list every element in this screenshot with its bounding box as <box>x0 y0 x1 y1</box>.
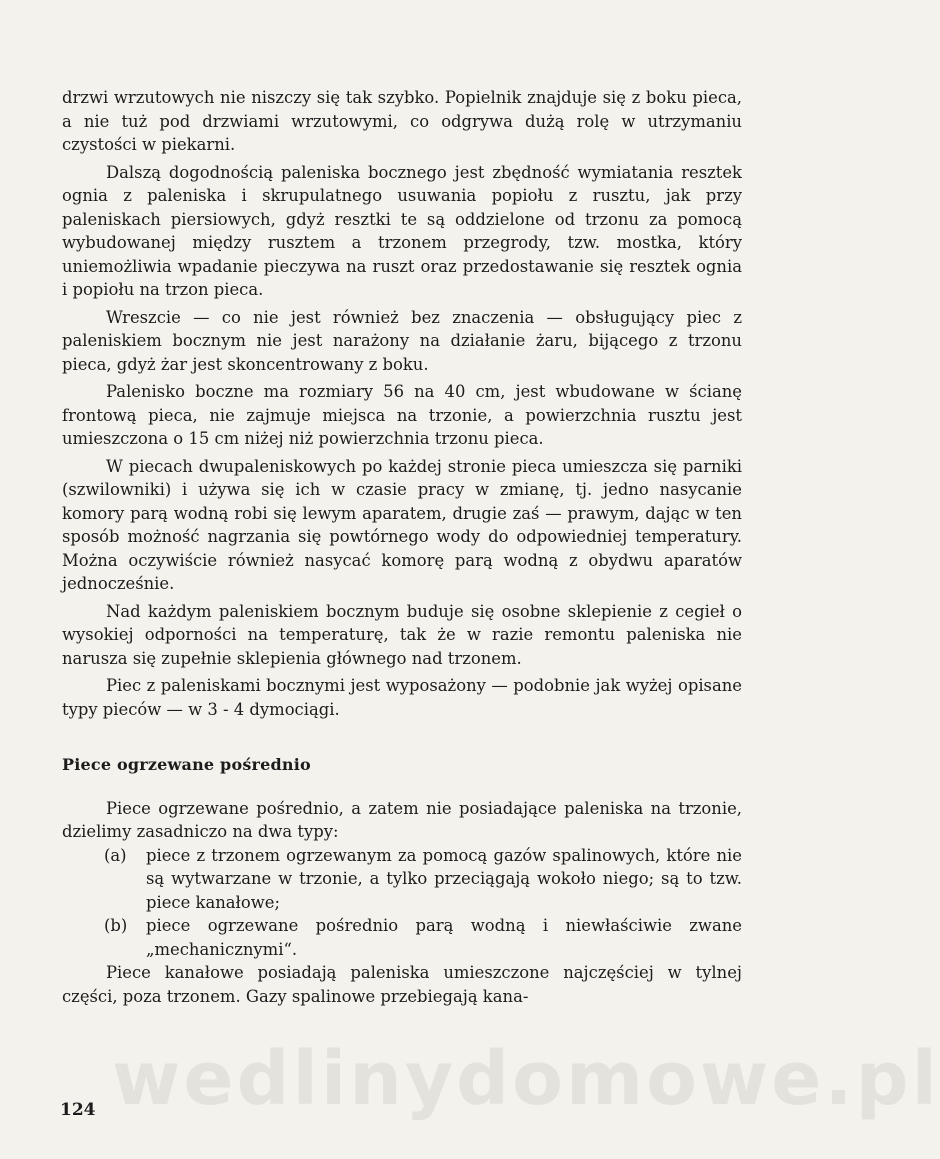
list-text-b: piece ogrzewane pośrednio parą wodną i niewłaściwie zwane „mechanicznymi“. <box>146 916 742 959</box>
paragraph-6: Nad każdym paleniskiem bocznym buduje się osobne sklepienie z cegieł o wysokiej odporności na temperaturę, tak że w razie remontu paleniska nie narusza się zupełnie sklepienia głównego nad trzonem. <box>62 601 742 668</box>
list-marker-a: (a) <box>104 845 127 865</box>
closing-paragraph: Piece kanałowe posiadają paleniska umieszczone najczęściej w tylnej części, poza trzonem. Gazy spalinowe przebiegają kana- <box>62 963 742 1006</box>
section-intro: Piece ogrzewane pośrednio, a zatem nie posiadające paleniska na trzonie, dzielimy zasadniczo na dwa typy: <box>62 798 742 841</box>
page-body <box>62 86 742 1008</box>
list-text-a: piece z trzonem ogrzewanym za pomocą gazów spalinowych, które nie są wytwarzane w trzonie, a tylko przeciągają wokoło niego; są to tzw. piece kanałowe; <box>146 845 742 912</box>
list-item-a <box>104 844 742 915</box>
section-heading: Piece ogrzewane pośrednio <box>62 755 311 774</box>
page-number: 124 <box>60 1100 96 1120</box>
paragraph-1: drzwi wrzutowych nie niszczy się tak szybko. Popielnik znajduje się z boku pieca, a nie tuż pod drzwiami wrzutowymi, co odgrywa dużą rolę w utrzymaniu czystości w piekarni. <box>62 88 742 154</box>
paragraph-7: Piec z paleniskami bocznymi jest wyposażony — podobnie jak wyżej opisane typy pieców — w 3 - 4 dymociągi. <box>62 676 742 719</box>
list-marker-b: (b) <box>104 916 128 935</box>
paragraph-4: Palenisko boczne ma rozmiary 56 na 40 cm, jest wbudowane w ścianę frontową pieca, nie zajmuje miejsca na trzonie, a powierzchnia rusztu jest umieszczona o 15 cm niżej niż powierzchnia trzonu pieca. <box>62 382 742 448</box>
list-item-b <box>104 914 742 961</box>
type-list <box>62 844 742 962</box>
paragraph-2: Dalszą dogodnością paleniska bocznego jest zbędność wymiatania resztek ognia z paleniska i skrupulatnego usuwania popiołu z rusztu, jak przy paleniskach piersiowych, gdyż resztki te są oddzielone od trzonu za pomocą wybudowanej między rusztem a trzonem przegrody, tzw. mostka, który uniemożliwia wpadanie pieczywa na ruszt oraz przedostawanie się resztek ognia i popiołu na trzon pieca. <box>62 162 742 299</box>
watermark: wedlinydomowe.pl <box>112 1036 940 1122</box>
paragraph-5: W piecach dwupaleniskowych po każdej stronie pieca umieszcza się parniki (szwilowniki) i używa się ich w czasie pracy w zmianę, tj. jedno nasycanie komory parą wodną robi się lewym aparatem, drugie zaś — prawym, dając w ten sposób możność nagrzania się powtórnego wody do odpowiedniej temperatury. Można oczywiście również nasycać komorę parą wodną z obydwu aparatów jednocześnie. <box>62 456 742 593</box>
paragraph-3: Wreszcie — co nie jest również bez znaczenia — obsługujący piec z paleniskiem bocznym nie jest narażony na działanie żaru, bijącego z trzonu pieca, gdyż żar jest skoncentrowany z boku. <box>62 307 742 374</box>
